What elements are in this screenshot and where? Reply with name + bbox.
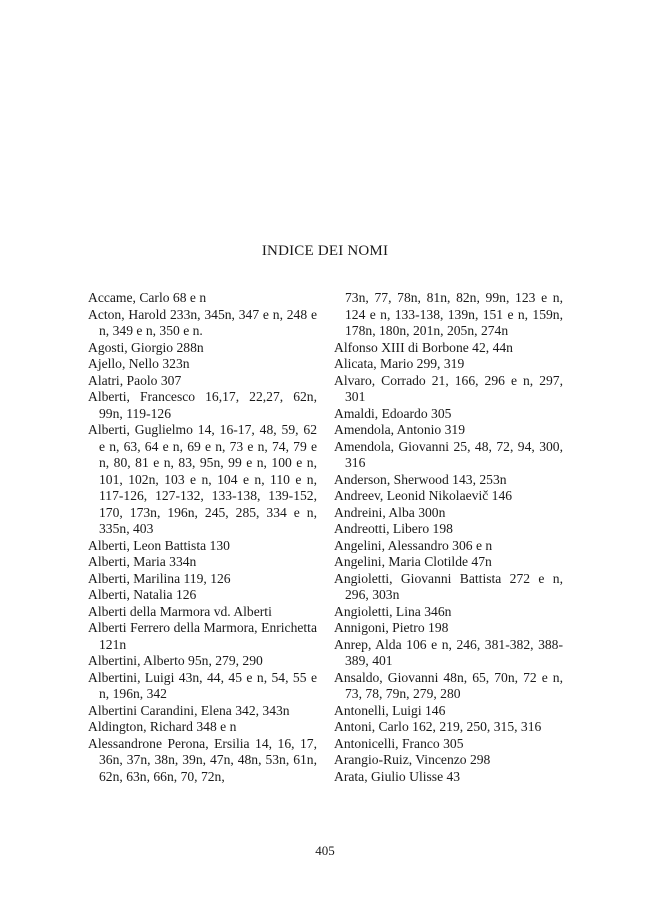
index-entry: Agosti, Giorgio 288n	[88, 339, 204, 355]
index-entry: Angioletti, Lina 346n	[334, 603, 452, 619]
index-entry: Anderson, Sherwood 143, 253n	[334, 471, 507, 487]
index-entry: Angioletti, Giovanni Battista 272 e n, 296, 303n	[334, 570, 563, 602]
index-entry: Arangio-Ruiz, Vincenzo 298	[334, 752, 491, 767]
index-entry: Alberti, Francesco 16,17, 22,27, 62n, 99n, 119-126	[88, 389, 317, 421]
index-entry: Alberti, Marilina 119, 126	[88, 570, 231, 586]
index-entry: Ajello, Nello 323n	[88, 356, 190, 371]
index-entry: Albertini Carandini, Elena 342, 343n	[88, 702, 290, 718]
index-entry: Antoni, Carlo 162, 219, 250, 315, 316	[334, 719, 542, 734]
index-entry: Amendola, Giovanni 25, 48, 72, 94, 300, 316	[334, 438, 563, 470]
index-entry: Angelini, Alessandro 306 e n	[334, 537, 493, 553]
index-entry: Antonelli, Luigi 146	[334, 702, 446, 718]
index-entry: Alberti, Natalia 126	[88, 587, 197, 602]
index-entry: Alberti della Marmora vd. Alberti	[88, 603, 272, 619]
index-entry: Acton, Harold 233n, 345n, 347 e n, 248 e n, 349 e n, 350 e n.	[88, 306, 317, 338]
index-entry: Alessandrone Perona, Ersilia 14, 16, 17, 36n, 37n, 38n, 39n, 47n, 48n, 53n, 61n, 62n, 63n, 66n, 70, 72n,	[88, 735, 317, 784]
index-entry: Albertini, Luigi 43n, 44, 45 e n, 54, 55 e n, 196n, 342	[88, 669, 317, 701]
index-entry: Albertini, Alberto 95n, 279, 290	[88, 653, 263, 668]
index-entry: Alberti, Maria 334n	[88, 554, 197, 569]
index-entry-continuation: 73n, 77, 78n, 81n, 82n, 99n, 123 e n, 124 e n, 133-138, 139n, 151 e n, 159n, 178n, 180n, 201n, 205n, 274n	[345, 290, 563, 338]
index-entry: Alfonso XIII di Borbone 42, 44n	[334, 339, 513, 355]
index-entry: Anrep, Alda 106 e n, 246, 381-382, 388-389, 401	[334, 636, 563, 668]
page-number: 405	[315, 843, 335, 858]
index-entry: Alvaro, Corrado 21, 166, 296 e n, 297, 301	[334, 372, 563, 404]
index-entry: Alatri, Paolo 307	[88, 372, 182, 388]
index-entry: Aldington, Richard 348 e n	[88, 719, 237, 734]
index-entry: Amaldi, Edoardo 305	[334, 405, 452, 421]
index-entry: Andreev, Leonid Nikolaevič 146	[334, 488, 513, 503]
index-entry: Angelini, Maria Clotilde 47n	[334, 554, 492, 569]
index-entry: Accame, Carlo 68 e n	[88, 290, 207, 305]
index-entry: Andreotti, Libero 198	[334, 521, 453, 536]
index-entry: Alberti, Guglielmo 14, 16-17, 48, 59, 62 e n, 63, 64 e n, 69 e n, 73 e n, 74, 79 e n, 80, 81 e n, 83, 95n, 99 e n, 100 e n, 101, 102n, 103 e n, 104 e n, 110 e n, 117-126, 127-132, 133-138, 139-152, 170, 173n, 196n, 245, 285, 334 e n, 335n, 403	[88, 422, 317, 536]
index-entry: Annigoni, Pietro 198	[334, 620, 449, 635]
index-entry: Amendola, Antonio 319	[334, 422, 466, 437]
index-column-left	[88, 290, 317, 785]
index-entry: Arata, Giulio Ulisse 43	[334, 768, 461, 784]
index-entry: Alberti Ferrero della Marmora, Enrichetta 121n	[88, 620, 317, 652]
index-column-right	[334, 290, 563, 785]
index-entry: Andreini, Alba 300n	[334, 504, 446, 520]
index-entry: Ansaldo, Giovanni 48n, 65, 70n, 72 e n, 73, 78, 79n, 279, 280	[334, 669, 563, 701]
index-entry: Alberti, Leon Battista 130	[88, 537, 230, 553]
index-entry: Antonicelli, Franco 305	[334, 735, 464, 751]
page-title: INDICE DEI NOMI	[261, 243, 389, 259]
index-entry: Alicata, Mario 299, 319	[334, 356, 465, 371]
